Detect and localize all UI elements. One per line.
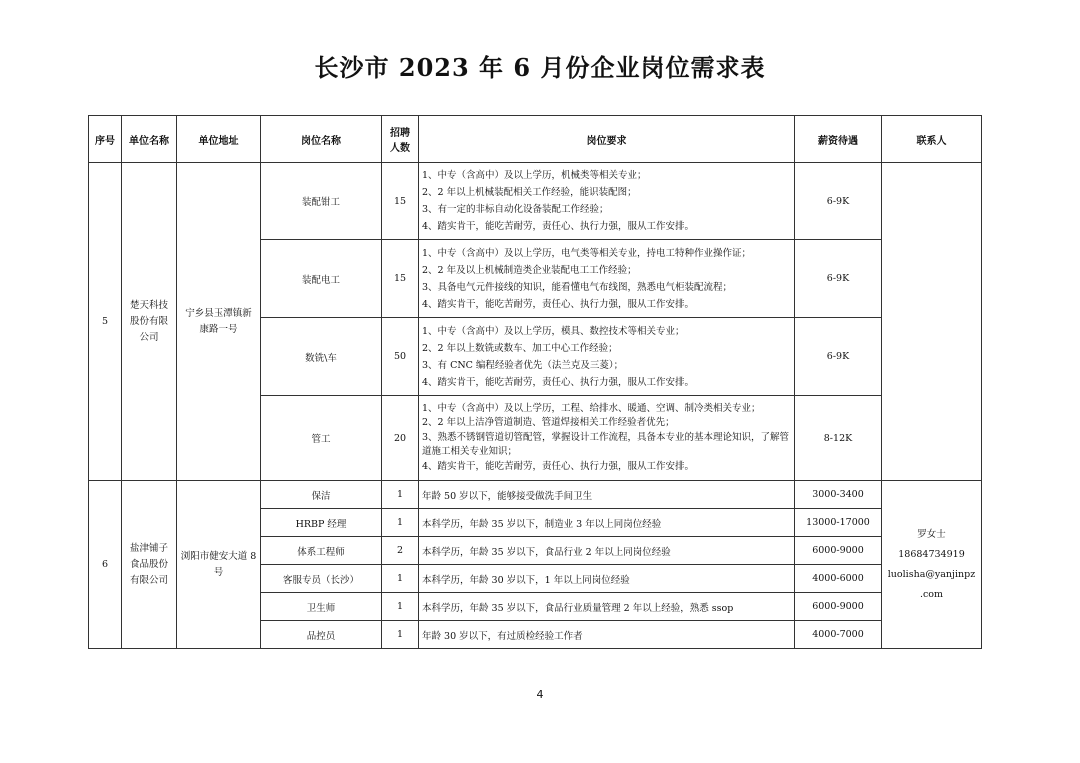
requirement-line: 3、有一定的非标自动化设备装配工作经验； bbox=[422, 204, 609, 215]
address-line: 浏阳市健安大道 8 bbox=[180, 550, 257, 562]
company-address-cell bbox=[177, 481, 261, 649]
header-address: 单位地址 bbox=[177, 116, 261, 163]
requirements-cell bbox=[419, 240, 795, 318]
header-contact: 联系人 bbox=[882, 116, 982, 163]
count-cell: 20 bbox=[382, 396, 419, 481]
requirement-line: 2、2 年以上数铣或数车、加工中心工作经验； bbox=[422, 342, 618, 354]
count-cell: 1 bbox=[382, 621, 419, 649]
requirement-line: 1、中专（含高中）及以上学历，工程、给排水、暖通、空调、制冷类相关专业； bbox=[422, 402, 761, 414]
requirement-line: 2、2 年以上机械装配相关工作经验，能识装配图； bbox=[422, 187, 637, 198]
position-cell: 品控员 bbox=[261, 621, 382, 649]
count-cell: 15 bbox=[382, 240, 419, 318]
requirement-line: 4、踏实肯干，能吃苦耐劳，责任心、执行力强，服从工作安排。 bbox=[422, 460, 695, 472]
requirements-cell: 本科学历，年龄 30 岁以下，1 年以上同岗位经验 bbox=[419, 565, 795, 593]
table-header-row bbox=[89, 116, 982, 163]
job-demand-table bbox=[88, 115, 982, 649]
requirement-line: 4、踏实肯干，能吃苦耐劳，责任心、执行力强，服从工作安排。 bbox=[422, 298, 695, 310]
header-company: 单位名称 bbox=[122, 116, 177, 163]
position-cell: 客服专员（长沙） bbox=[261, 565, 382, 593]
requirement-line: 2、2 年以上洁净管道制造、管道焊接相关工作经验者优先； bbox=[422, 417, 675, 429]
header-requirements: 岗位要求 bbox=[419, 116, 795, 163]
requirement-line: 1、中专（含高中）及以上学历，机械类等相关专业； bbox=[422, 170, 647, 181]
address-line: 号 bbox=[213, 566, 224, 578]
count-cell: 1 bbox=[382, 593, 419, 621]
salary-cell: 6000-9000 bbox=[795, 537, 882, 565]
requirement-line: 2、2 年及以上机械制造类企业装配电工工作经验； bbox=[422, 264, 637, 276]
requirement-line: 3、熟悉不锈钢管道切管配管，掌握设计工作流程，具备本专业的基本理论知识，了解管道施工相关专业知识； bbox=[422, 431, 790, 458]
header-count-line1: 招聘 bbox=[390, 128, 410, 139]
company-name-line: 食品股份 bbox=[129, 558, 168, 570]
salary-cell: 6-9K bbox=[795, 318, 882, 396]
position-cell: 装配电工 bbox=[261, 240, 382, 318]
requirements-cell: 年龄 50 岁以下，能够接受做洗手间卫生 bbox=[419, 481, 795, 509]
company-address-cell bbox=[177, 163, 261, 481]
count-cell: 15 bbox=[382, 163, 419, 240]
requirement-line: 4、踏实肯干，能吃苦耐劳，责任心、执行力强，服从工作安排。 bbox=[422, 221, 695, 232]
salary-cell: 3000-3400 bbox=[795, 481, 882, 509]
address-line: 康路一号 bbox=[199, 323, 238, 335]
position-cell: HRBP 经理 bbox=[261, 509, 382, 537]
requirement-line: 4、踏实肯干，能吃苦耐劳，责任心、执行力强，服从工作安排。 bbox=[422, 376, 695, 388]
company-name-line: 公司 bbox=[139, 331, 159, 343]
requirement-line: 3、具备电气元件接线的知识，能看懂电气布线图，熟悉电气柜装配流程； bbox=[422, 281, 733, 293]
count-cell: 1 bbox=[382, 509, 419, 537]
salary-cell: 6-9K bbox=[795, 163, 882, 240]
position-cell: 体系工程师 bbox=[261, 537, 382, 565]
position-cell: 卫生师 bbox=[261, 593, 382, 621]
salary-cell: 4000-6000 bbox=[795, 565, 882, 593]
contact-cell-empty bbox=[882, 163, 982, 481]
salary-cell: 4000-7000 bbox=[795, 621, 882, 649]
company-name-line: 有限公司 bbox=[129, 574, 168, 586]
header-salary: 薪资待遇 bbox=[795, 116, 882, 163]
requirements-cell: 年龄 30 岁以下，有过质检经验工作者 bbox=[419, 621, 795, 649]
contact-name: 罗女士 bbox=[917, 528, 946, 540]
table-row bbox=[89, 481, 982, 509]
page-number: 4 bbox=[536, 688, 544, 701]
position-cell: 数铣\车 bbox=[261, 318, 382, 396]
address-line: 宁乡县玉潭镇新 bbox=[185, 307, 252, 319]
table-row bbox=[89, 163, 982, 240]
requirements-cell bbox=[419, 163, 795, 240]
requirement-line: 3、有 CNC 编程经验者优先（法兰克及三菱）； bbox=[422, 359, 624, 371]
company-name-cell bbox=[122, 163, 177, 481]
header-position: 岗位名称 bbox=[261, 116, 382, 163]
position-cell: 装配钳工 bbox=[261, 163, 382, 240]
count-cell: 1 bbox=[382, 481, 419, 509]
requirement-line: 1、中专（含高中）及以上学历，电气类等相关专业，持电工特种作业操作证； bbox=[422, 247, 752, 259]
header-count bbox=[382, 116, 419, 163]
count-cell: 50 bbox=[382, 318, 419, 396]
position-cell: 管工 bbox=[261, 396, 382, 481]
salary-cell: 6000-9000 bbox=[795, 593, 882, 621]
header-count-line2: 人数 bbox=[390, 143, 410, 154]
requirements-cell: 本科学历，年龄 35 岁以下，制造业 3 年以上同岗位经验 bbox=[419, 509, 795, 537]
seq-cell: 6 bbox=[89, 481, 122, 649]
contact-phone: 18684734919 bbox=[898, 548, 965, 560]
company-name-cell bbox=[122, 481, 177, 649]
requirements-cell: 本科学历，年龄 35 岁以下，食品行业 2 年以上同岗位经验 bbox=[419, 537, 795, 565]
company-name-line: 楚天科技 bbox=[129, 299, 168, 311]
requirements-cell bbox=[419, 396, 795, 481]
salary-cell: 8-12K bbox=[795, 396, 882, 481]
position-cell: 保洁 bbox=[261, 481, 382, 509]
salary-cell: 13000-17000 bbox=[795, 509, 882, 537]
count-cell: 2 bbox=[382, 537, 419, 565]
contact-cell bbox=[882, 481, 982, 649]
company-name-line: 股份有限 bbox=[129, 315, 168, 327]
seq-cell: 5 bbox=[89, 163, 122, 481]
requirement-line: 1、中专（含高中）及以上学历，模具、数控技术等相关专业； bbox=[422, 325, 685, 337]
page-title: 长沙市 2023 年 6 月份企业岗位需求表 bbox=[314, 53, 766, 82]
header-seq: 序号 bbox=[89, 116, 122, 163]
requirements-cell bbox=[419, 318, 795, 396]
company-name-line: 盐津铺子 bbox=[129, 542, 168, 554]
requirements-cell: 本科学历，年龄 35 岁以下，食品行业质量管理 2 年以上经验，熟悉 ssop bbox=[419, 593, 795, 621]
salary-cell: 6-9K bbox=[795, 240, 882, 318]
contact-email: luolisha@yanjinpz bbox=[887, 568, 976, 580]
count-cell: 1 bbox=[382, 565, 419, 593]
contact-email-cont: .com bbox=[919, 588, 944, 600]
